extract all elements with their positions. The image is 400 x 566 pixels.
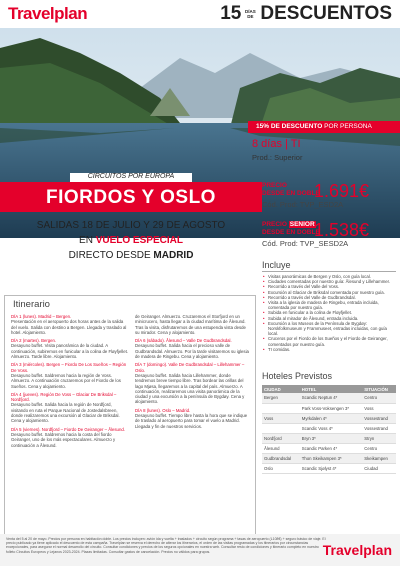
itinerary-day: DÍA 5 (viernes). Nordfjord – Fiordo De Geiranger – Ålesund. Desayuno buffet. Saldremos hacia la costa del fiordo Geiranger, uno de los más espectaculares. Almuerzo y continuación a Ålesund.	[11, 426, 125, 448]
hotel-name: Park Voss-Voksengen 3*	[300, 403, 363, 413]
header-situation: SITUACIÓN	[362, 385, 396, 393]
hotels-table	[262, 385, 396, 474]
departure-city: MADRID	[153, 250, 194, 261]
trip-title: FIORDOS Y OSLO	[0, 182, 262, 212]
hotel-situation: Skeikampen	[362, 453, 396, 463]
flight-type: VUELO ESPECIAL	[95, 235, 183, 246]
header-city: CIUDAD	[262, 385, 300, 393]
promo-days-label	[243, 9, 257, 19]
hotel-row	[262, 413, 396, 423]
incluye-item: • Visita a la iglesia de madera de Ringebu, entrada incluida, comentada por nuestro guía.	[262, 300, 396, 310]
hotel-row	[262, 433, 396, 443]
price-senior-value: 1.538€	[314, 220, 370, 240]
departures-info	[0, 218, 262, 263]
hotel-name: Scandic Sjølyst 4*	[300, 463, 363, 473]
hotel-name: Myrkdalen 4*	[300, 413, 363, 423]
hotel-name: Scandic Neptun 4*	[300, 393, 363, 403]
discount-bar	[248, 121, 400, 133]
hotel-row	[262, 423, 396, 433]
hotel-city	[262, 423, 300, 433]
hotel-situation: Stryn	[362, 433, 396, 443]
hotels-header-row	[262, 385, 396, 393]
hotel-name: Bryn 3*	[300, 433, 363, 443]
hotel-city: Ålesund	[262, 443, 300, 453]
itinerary-day: DÍA 1 (lunes). Madrid – Bergen. Presentación en el aeropuerto dos horas antes de la salida del vuelo. Salida con destino a Bergen. Llegada y traslado al hotel. Alojamiento.	[11, 314, 127, 335]
itinerary-day: DÍA 2 (martes). Bergen. Desayuno buffet. Visita panorámica de la ciudad. A continuación, subiremos en funicular a la colina de Fløyfjellet. Almuerzo. Tarde libre. Alojamiento.	[11, 338, 129, 360]
hotel-name: Scandic Voss 4*	[300, 423, 363, 433]
hotel-city	[262, 403, 300, 413]
senior-highlight: SENIOR	[289, 221, 315, 228]
incluye-item: • Subida al mirador de Ålesund, entrada incluida.	[262, 316, 396, 321]
hotel-row	[262, 453, 396, 463]
promo-days-line2: DE	[247, 14, 254, 19]
price-senior-label: PRECIO SENIOR	[262, 221, 315, 228]
travelplan-logo[interactable]: Travelplan	[8, 4, 88, 23]
hotel-name: Scandic Parken 4*	[300, 443, 363, 453]
incluye-item: • Cruceros por el Fiordo de los Sueños y el Fiordo de Geiranger, comentados por nuestro guía.	[262, 336, 396, 346]
hotel-row	[262, 403, 396, 413]
hotel-situation: Centro	[362, 443, 396, 453]
price-standard	[262, 181, 370, 209]
footer-legal-text: Venta del 5 al 20 de mayo. Precios por persona en habitación doble. Los precios incluyen: avión ida y vuelta + traslados + circuito según programa + tasas de aeropuerto (L108€) + seguro básico de viaje. El precio publicado ya tiene aplicado el descuento de esta campaña. Travelplan se reserva el derecho de alterar los itinerarios, el orden de las visitas programadas y los itinerarios por circunstancias excepcionales, para asegurar el normal desarrollo del circuito. Consultar condiciones y precios de los seguros opcionales en nuestra web. Consultar resto de condiciones y itinerario completo en nuestro folleto Circuitos Europeos y Lejanos 2023-2024. Plazas limitadas. Consultar gastos de cancelación. Precios no válidos para grupos.	[6, 537, 326, 554]
departures-line3: DIRECTO DESDE MADRID	[68, 250, 194, 261]
hotel-city: Voss	[262, 413, 300, 423]
hotels-title: Hoteles Previstos	[262, 371, 333, 381]
price-label-line2: DESDE EN DOBLE	[262, 189, 320, 197]
incluye-item: • Visitas panorámicas de Bergen y Oslo, con guía local.	[262, 274, 396, 279]
incluye-item: • Subida en funicular a la colina de Fløyfjellet.	[262, 310, 396, 315]
price-senior-code: Cód. Prod: TVP_SESD2A	[262, 239, 349, 248]
hotel-city: Nordfjord	[262, 433, 300, 443]
promo-badge	[220, 3, 392, 25]
promo-days-line1: DÍAS	[244, 9, 256, 14]
itinerary-left-col	[11, 314, 129, 451]
price-label: PRECIO	[262, 182, 287, 189]
incluye-list	[262, 274, 396, 352]
footer-logo[interactable]: Travelplan	[322, 542, 392, 558]
hotel-row	[262, 393, 396, 403]
promo-number: 15	[220, 3, 242, 24]
trip-days: 8 días | TI	[252, 138, 301, 150]
incluye-item: • Ciudades comentadas por nuestro guía: Ålesund y Lillehammer.	[262, 279, 396, 284]
itinerary-day: DÍA 3 (miércoles). Bergen – Fiordo De Los Sueños – Región De Voss. Desayuno buffet. Saldremos hacia la región de Voss. Almuerzo. A continuación cruzaremos por el Fiordo de los Sueños. Cena y alojamiento.	[11, 362, 127, 389]
itinerary-title: Itinerario	[13, 299, 50, 310]
departures-line1: SALIDAS 18 DE JULIO Y 29 DE AGOSTO	[36, 220, 226, 231]
footer	[0, 534, 400, 566]
price-value: 1.691€	[314, 181, 370, 201]
itinerary-day: DÍA 8 (lunes). Oslo – Madrid. Desayuno buffet. Tiempo libre hasta la hora que se indique de traslado al aeropuerto para tomar el vuelo a Madrid. Llegada y fin de nuestros servicios.	[135, 407, 248, 429]
discount-bold: 15% DE DESCUENTO	[256, 123, 323, 130]
price-code: Cód. Prod: TVP_ESD2A	[262, 200, 344, 209]
incluye-item: • Recorrido a través del Valle de Gudbrandsdal.	[262, 295, 396, 300]
price-senior	[262, 220, 370, 248]
hotel-city: Bergen	[262, 393, 300, 403]
hotel-situation: Vossestrand	[362, 413, 396, 423]
incluye-title: Incluye	[262, 260, 291, 270]
hotel-situation: Ciudad	[362, 463, 396, 473]
circuit-label: CIRCUITOS POR EUROPA	[70, 173, 192, 183]
itinerary-right-col	[135, 314, 251, 432]
hotel-situation: Vossestrand	[362, 423, 396, 433]
itinerary-box	[4, 295, 256, 556]
hotel-situation: Centro	[362, 393, 396, 403]
hotel-name: Thon Skeikampen 3*	[300, 453, 363, 463]
incluye-item: • TI comidas.	[262, 347, 396, 352]
hotel-row	[262, 463, 396, 473]
header-hotel: HOTEL	[300, 385, 363, 393]
hotel-row	[262, 443, 396, 453]
incluye-divider	[262, 271, 396, 272]
itinerary-day: DÍA 4 (jueves). Región De Voss – Glaciar De Briksdal – Nordfjord. Desayuno buffet. Salida hacia la región de Nordfjord, visitando en ruta el Parque Nacional de Jostedalsbreen, donde realizaremos una excursión al Glaciar de Briksdal. Cena y alojamiento.	[11, 391, 120, 424]
hotel-city: Oslo	[262, 463, 300, 473]
header	[0, 0, 400, 28]
incluye-item: • Excursión al Glaciar de Briksdal comentada por nuestro guía.	[262, 290, 396, 295]
itinerary-day: de Geiranger. Almuerzo. Cruzaremos el Storfjord en un minicrucero, hasta llegar a la ciudad marítima de Ålesund. Tras la visita, disfrutaremos de una estupenda vista desde su mirador. Cena y alojamiento.	[135, 314, 246, 335]
incluye-item: • Recorrido a través del Valle del Voss.	[262, 284, 396, 289]
discount-rest: POR PERSONA	[322, 123, 372, 130]
hotel-city: Gudbrandsdal	[262, 453, 300, 463]
itinerary-day: DÍA 6 (sábado). Ålesund – Valle De Gudbrandsdal. Desayuno buffet. Salida hacia el precioso valle de Gudbrandsdal. Almuerzo. Por la tarde visitaremos su iglesia de madera de Ringebu. Cena y alojamiento.	[135, 338, 249, 360]
departures-line2: EN VUELO ESPECIAL	[79, 235, 183, 246]
incluye-item: • Excursión a los Museos de la Península de Bygdøy: Norskfolkmuseum y Frammuseet, entradas incluidas, con guía local.	[262, 321, 396, 337]
hotel-situation: Voss	[362, 403, 396, 413]
price-senior-label-line2: DESDE EN DOBLE	[262, 228, 320, 236]
trip-prod: Prod.: Superior	[252, 153, 303, 162]
promo-word: DESCUENTOS	[260, 3, 392, 24]
itinerary-day: DÍA 7 (domingo). Valle De Gudbrandsdal – Lillehammer – Oslo. Desayuno buffet. Salida hacia Lillehammer, donde tendremos breve tiempo libre. Tras bordear las orillas del lago Mjøsa, llegaremos a la capital del país. Almuerzo. A continuación, realizaremos una visita panorámica de la ciudad y una excursión a la península de Bygdøy. Cena y alojamiento.	[135, 362, 245, 405]
